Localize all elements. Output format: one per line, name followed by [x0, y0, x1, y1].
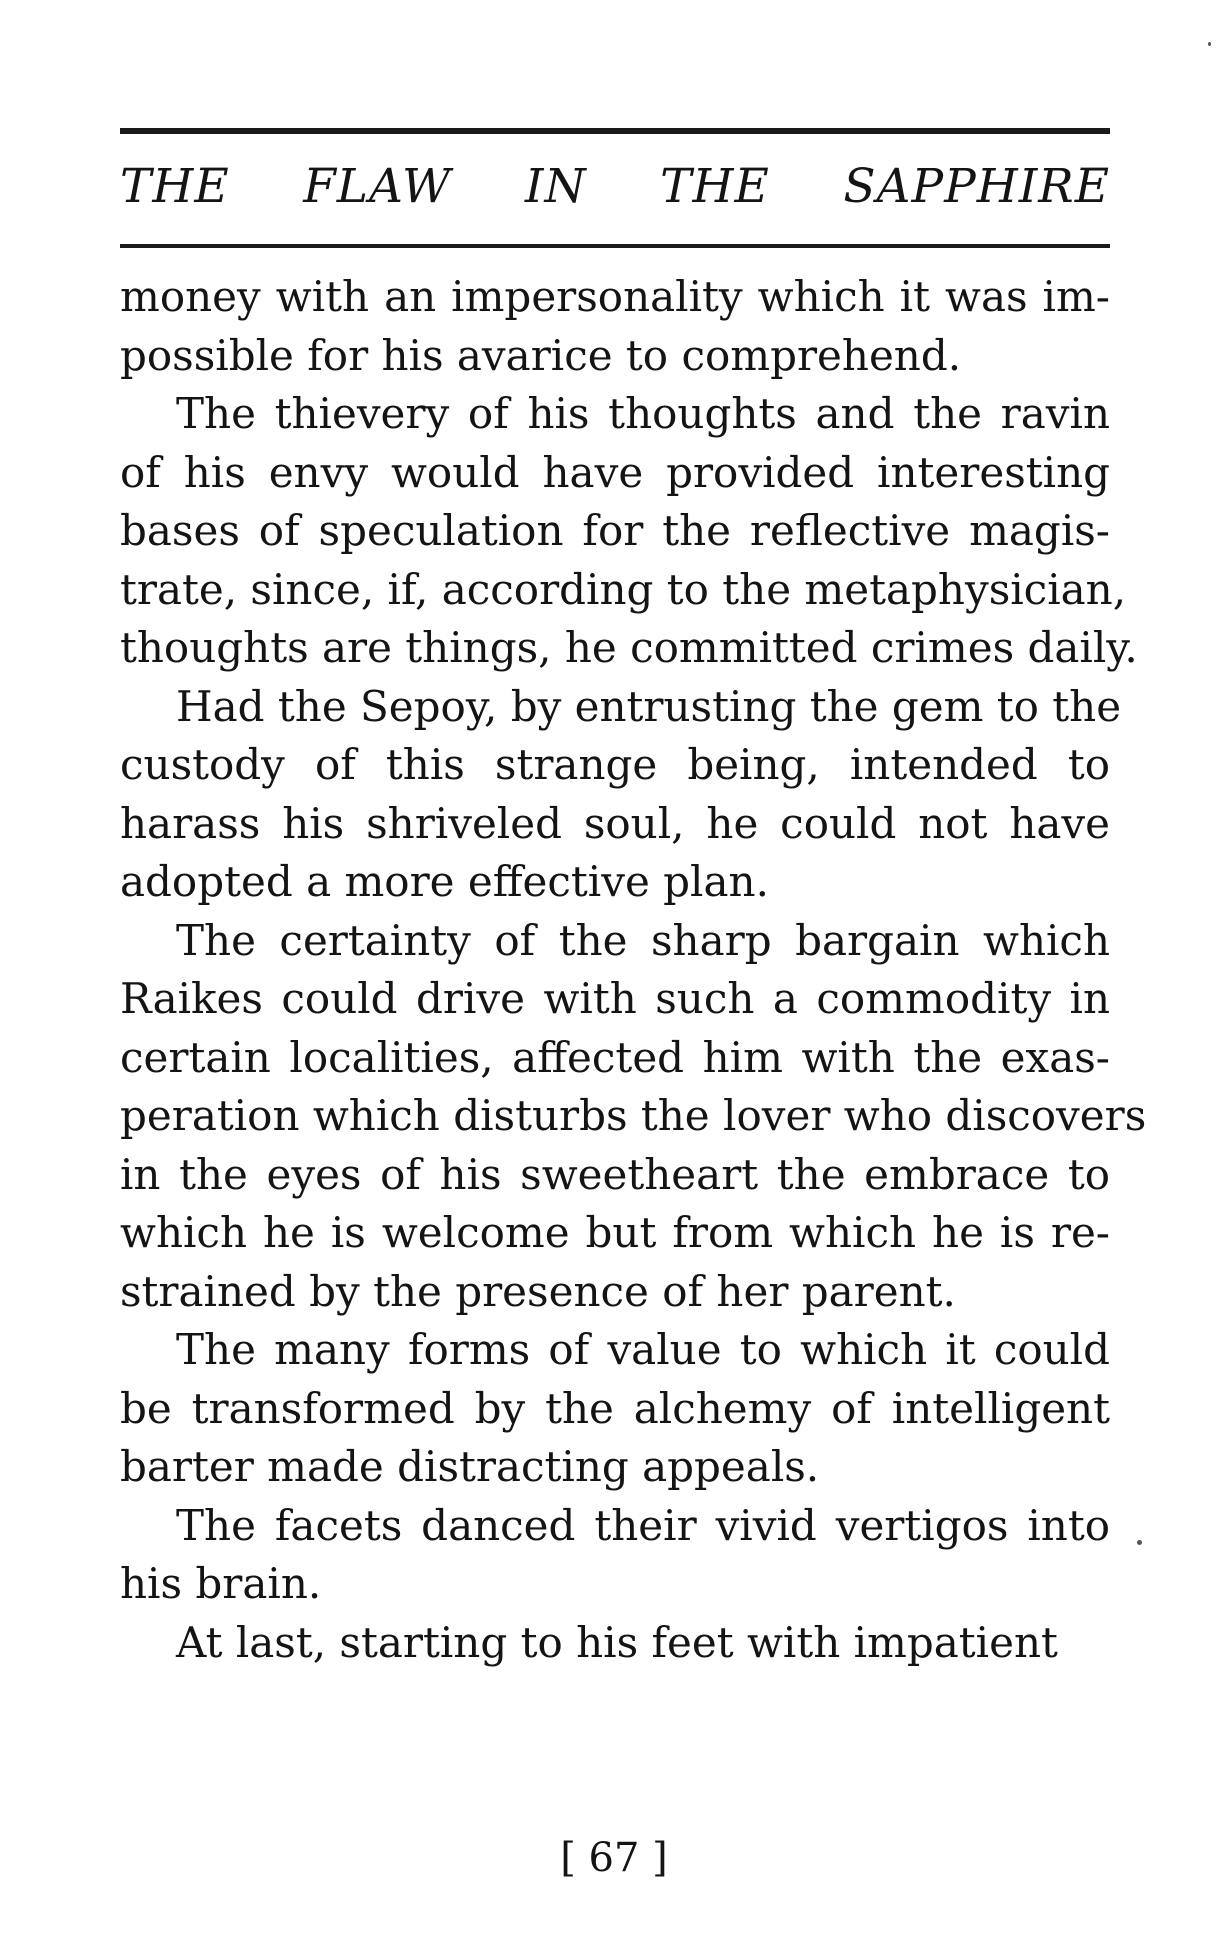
- print-speck: [1137, 1540, 1142, 1545]
- text-line: harass his shriveled soul, he could not have: [120, 798, 1110, 848]
- body-text: [120, 268, 1147, 1672]
- text-line: The certainty of the sharp bargain which: [176, 915, 1110, 965]
- header-rule-bottom: [120, 244, 1110, 248]
- header-rule-top: [120, 128, 1110, 134]
- text-line: The facets danced their vivid vertigos into: [176, 1500, 1110, 1550]
- text-line: At last, starting to his feet with impatient: [176, 1617, 1058, 1667]
- text-line: custody of this strange being, intended to: [120, 740, 1110, 789]
- text-line: his brain.: [120, 1559, 322, 1608]
- text-line: barter made distracting appeals.: [120, 1442, 820, 1491]
- text-line: certain localities, affected him with the exas-: [120, 1032, 1110, 1082]
- text-line: be transformed by the alchemy of intelligent: [120, 1383, 1110, 1433]
- text-line: of his envy would have provided interesting: [120, 447, 1110, 497]
- text-line: The many forms of value to which it could: [176, 1325, 1110, 1374]
- text-line: strained by the presence of her parent.: [120, 1266, 956, 1316]
- text-line: possible for his avarice to comprehend.: [120, 330, 962, 380]
- text-line: Had the Sepoy, by entrusting the gem to the: [176, 681, 1122, 731]
- text-line: thoughts are things, he committed crimes daily.: [120, 623, 1138, 672]
- text-line: adopted a more effective plan.: [120, 857, 769, 906]
- text-line: trate, since, if, according to the metaphysician,: [120, 564, 1127, 614]
- text-line: Raikes could drive with such a commodity in: [120, 974, 1110, 1023]
- text-line: which he is welcome but from which he is re-: [120, 1208, 1110, 1257]
- text-line: money with an impersonality which it was im-: [120, 272, 1110, 321]
- text-line: peration which disturbs the lover who discovers: [120, 1091, 1147, 1140]
- text-line: The thievery of his thoughts and the ravin: [176, 389, 1110, 438]
- print-speck: [1208, 42, 1211, 46]
- text-line: bases of speculation for the reflective magis-: [120, 506, 1110, 555]
- running-head-title: THE FLAW IN THE SAPPHIRE: [120, 159, 1110, 214]
- text-line: in the eyes of his sweetheart the embrace to: [120, 1149, 1110, 1199]
- page-number: [ 67 ]: [560, 1835, 668, 1881]
